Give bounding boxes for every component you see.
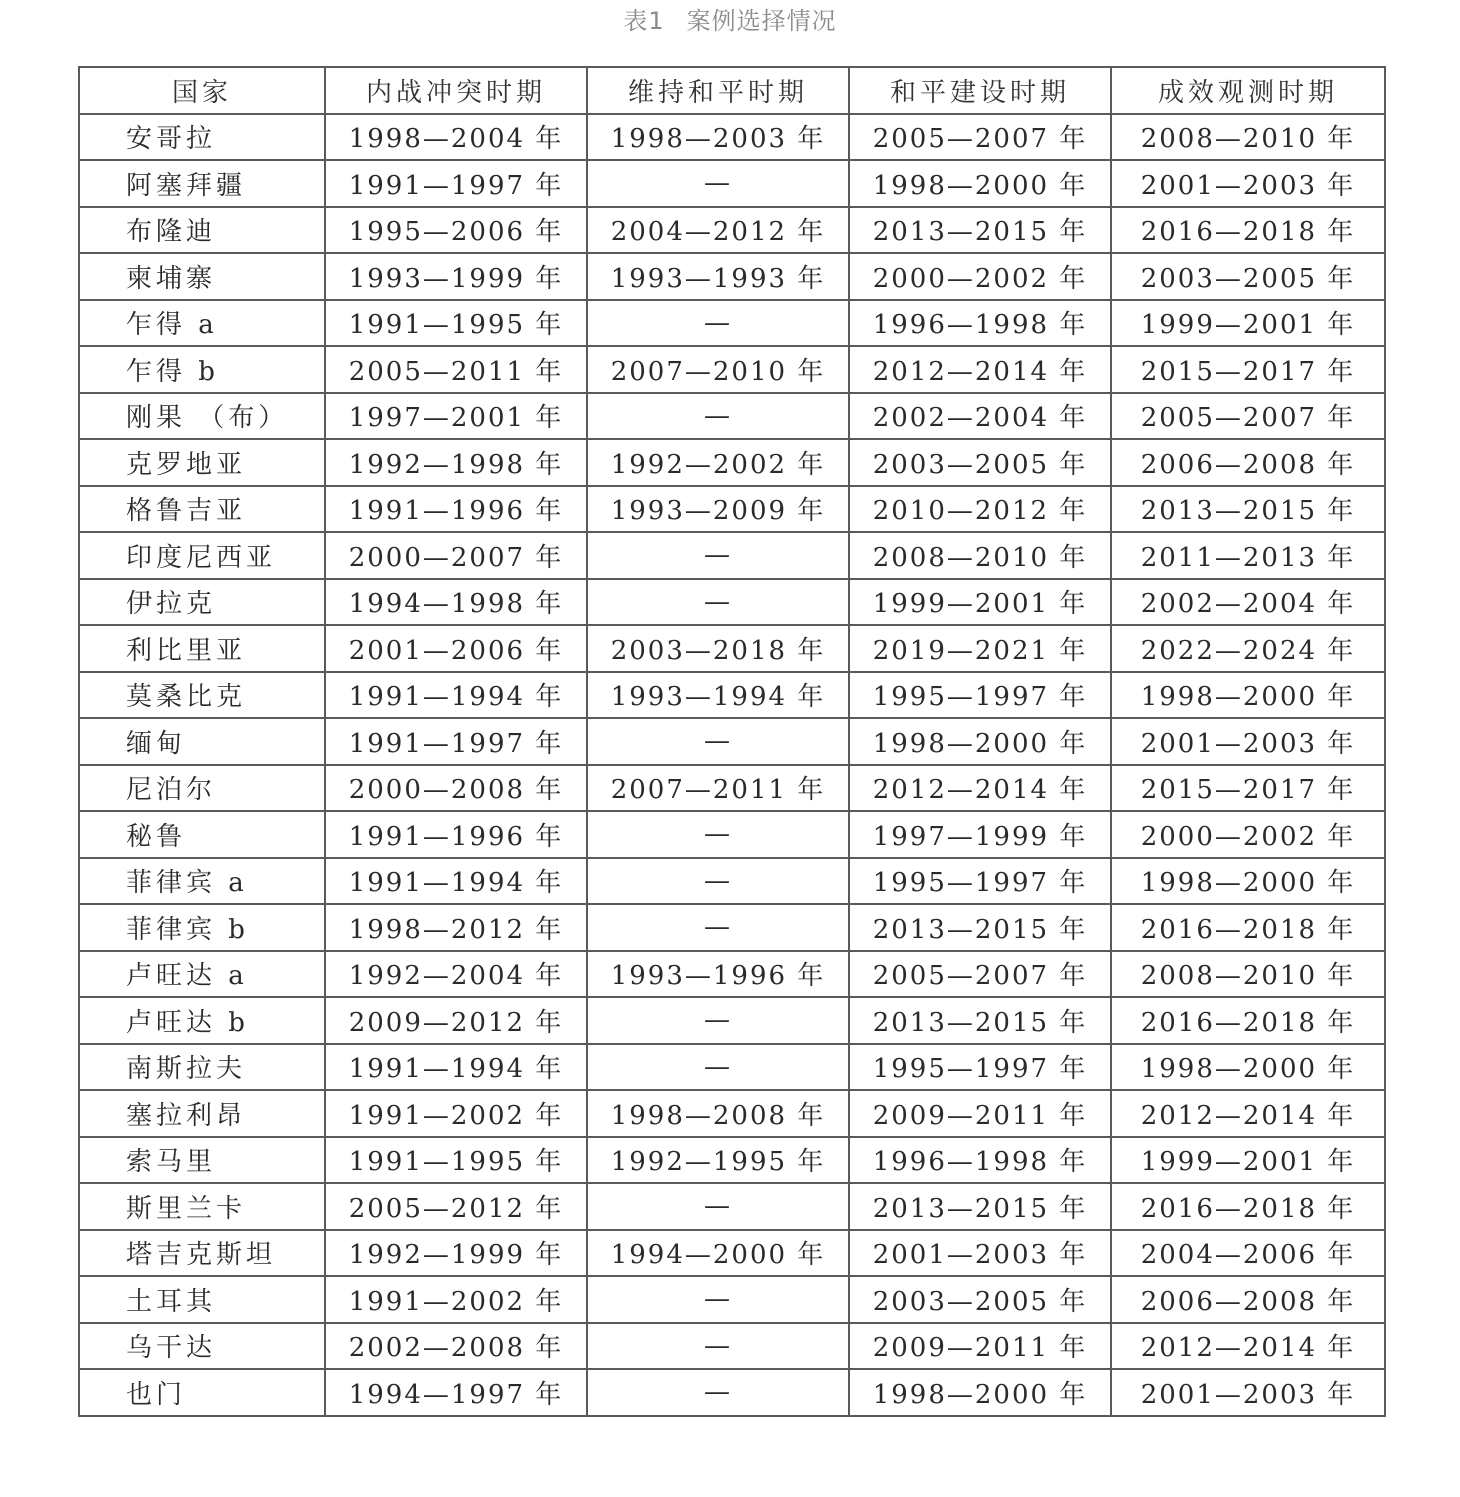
peacekeeping-period-cell: 1993—1994 年 (587, 672, 849, 719)
table-row (79, 765, 1385, 812)
peacebuilding-period-cell: 2013—2015 年 (849, 1183, 1111, 1230)
peacekeeping-period-cell: — (587, 300, 849, 347)
civil-war-period-cell: 2001—2006 年 (325, 625, 587, 672)
peacebuilding-period-cell: 1998—2000 年 (849, 718, 1111, 765)
peacekeeping-period-cell: 1998—2003 年 (587, 114, 849, 161)
peacebuilding-period-cell: 1996—1998 年 (849, 300, 1111, 347)
peacekeeping-period-cell: 1992—2002 年 (587, 439, 849, 486)
peacekeeping-period-cell: — (587, 811, 849, 858)
observation-period-cell: 1999—2001 年 (1111, 1137, 1385, 1184)
peacebuilding-period-cell: 2001—2003 年 (849, 1230, 1111, 1277)
civil-war-period-cell: 2005—2011 年 (325, 346, 587, 393)
table-row (79, 207, 1385, 254)
observation-period-cell: 2016—2018 年 (1111, 904, 1385, 951)
civil-war-period-cell: 1992—1998 年 (325, 439, 587, 486)
civil-war-period-cell: 1993—1999 年 (325, 253, 587, 300)
table-row (79, 904, 1385, 951)
peacekeeping-period-cell: 2007—2011 年 (587, 765, 849, 812)
header-country: 国家 (79, 67, 325, 114)
country-cell: 柬埔寨 (79, 253, 325, 300)
peacebuilding-period-cell: 2008—2010 年 (849, 532, 1111, 579)
peacebuilding-period-cell: 2003—2005 年 (849, 439, 1111, 486)
country-cell: 菲律宾 a (79, 858, 325, 905)
country-cell: 阿塞拜疆 (79, 160, 325, 207)
country-cell: 安哥拉 (79, 114, 325, 161)
table-row (79, 858, 1385, 905)
table-row (79, 486, 1385, 533)
country-cell: 缅甸 (79, 718, 325, 765)
observation-period-cell: 2016—2018 年 (1111, 207, 1385, 254)
table-row (79, 253, 1385, 300)
peacebuilding-period-cell: 1996—1998 年 (849, 1137, 1111, 1184)
country-cell: 印度尼西亚 (79, 532, 325, 579)
country-cell: 斯里兰卡 (79, 1183, 325, 1230)
observation-period-cell: 2015—2017 年 (1111, 346, 1385, 393)
header-observation-period: 成效观测时期 (1111, 67, 1385, 114)
table-row (79, 997, 1385, 1044)
peacebuilding-period-cell: 1998—2000 年 (849, 160, 1111, 207)
peacekeeping-period-cell: — (587, 1323, 849, 1370)
observation-period-cell: 2006—2008 年 (1111, 439, 1385, 486)
observation-period-cell: 2004—2006 年 (1111, 1230, 1385, 1277)
civil-war-period-cell: 2002—2008 年 (325, 1323, 587, 1370)
peacekeeping-period-cell: — (587, 718, 849, 765)
country-cell: 乍得 a (79, 300, 325, 347)
table-row (79, 625, 1385, 672)
peacebuilding-period-cell: 2012—2014 年 (849, 765, 1111, 812)
civil-war-period-cell: 1991—1996 年 (325, 486, 587, 533)
peacebuilding-period-cell: 2002—2004 年 (849, 393, 1111, 440)
table-row (79, 1044, 1385, 1091)
observation-period-cell: 2003—2005 年 (1111, 253, 1385, 300)
header-row (79, 67, 1385, 114)
country-cell: 塞拉利昂 (79, 1090, 325, 1137)
peacekeeping-period-cell: 1994—2000 年 (587, 1230, 849, 1277)
civil-war-period-cell: 1991—1996 年 (325, 811, 587, 858)
peacekeeping-period-cell: — (587, 997, 849, 1044)
peacebuilding-period-cell: 2009—2011 年 (849, 1090, 1111, 1137)
civil-war-period-cell: 1994—1997 年 (325, 1369, 587, 1416)
peacebuilding-period-cell: 2005—2007 年 (849, 951, 1111, 998)
country-cell: 土耳其 (79, 1276, 325, 1323)
country-cell: 秘鲁 (79, 811, 325, 858)
peacebuilding-period-cell: 1995—1997 年 (849, 672, 1111, 719)
observation-period-cell: 2006—2008 年 (1111, 1276, 1385, 1323)
civil-war-period-cell: 2005—2012 年 (325, 1183, 587, 1230)
peacebuilding-period-cell: 2010—2012 年 (849, 486, 1111, 533)
table-body (79, 114, 1385, 1416)
peacekeeping-period-cell: — (587, 393, 849, 440)
table-row (79, 951, 1385, 998)
peacebuilding-period-cell: 2013—2015 年 (849, 904, 1111, 951)
table-row (79, 1276, 1385, 1323)
peacekeeping-period-cell: 1992—1995 年 (587, 1137, 849, 1184)
country-cell: 菲律宾 b (79, 904, 325, 951)
country-cell: 也门 (79, 1369, 325, 1416)
civil-war-period-cell: 1995—2006 年 (325, 207, 587, 254)
table-row (79, 532, 1385, 579)
observation-period-cell: 2000—2002 年 (1111, 811, 1385, 858)
peacekeeping-period-cell: 1998—2008 年 (587, 1090, 849, 1137)
table-row (79, 811, 1385, 858)
table-caption (0, 4, 1460, 38)
observation-period-cell: 2015—2017 年 (1111, 765, 1385, 812)
country-cell: 克罗地亚 (79, 439, 325, 486)
table-row (79, 579, 1385, 626)
table-row (79, 114, 1385, 161)
observation-period-cell: 2013—2015 年 (1111, 486, 1385, 533)
header-peacebuilding-period: 和平建设时期 (849, 67, 1111, 114)
civil-war-period-cell: 1992—2004 年 (325, 951, 587, 998)
civil-war-period-cell: 1997—2001 年 (325, 393, 587, 440)
table-row (79, 1183, 1385, 1230)
table-row (79, 346, 1385, 393)
peacebuilding-period-cell: 2013—2015 年 (849, 997, 1111, 1044)
civil-war-period-cell: 1991—1994 年 (325, 1044, 587, 1091)
table-row (79, 300, 1385, 347)
observation-period-cell: 2001—2003 年 (1111, 160, 1385, 207)
civil-war-period-cell: 1998—2004 年 (325, 114, 587, 161)
table-row (79, 160, 1385, 207)
peacekeeping-period-cell: — (587, 532, 849, 579)
peacekeeping-period-cell: 1993—2009 年 (587, 486, 849, 533)
peacekeeping-period-cell: — (587, 1369, 849, 1416)
civil-war-period-cell: 1991—1995 年 (325, 300, 587, 347)
country-cell: 伊拉克 (79, 579, 325, 626)
peacebuilding-period-cell: 2000—2002 年 (849, 253, 1111, 300)
peacekeeping-period-cell: 1993—1993 年 (587, 253, 849, 300)
civil-war-period-cell: 2000—2008 年 (325, 765, 587, 812)
peacebuilding-period-cell: 2005—2007 年 (849, 114, 1111, 161)
peacebuilding-period-cell: 1995—1997 年 (849, 858, 1111, 905)
peacekeeping-period-cell: — (587, 1276, 849, 1323)
observation-period-cell: 2016—2018 年 (1111, 1183, 1385, 1230)
peacebuilding-period-cell: 2003—2005 年 (849, 1276, 1111, 1323)
table-row (79, 1137, 1385, 1184)
observation-period-cell: 2008—2010 年 (1111, 114, 1385, 161)
civil-war-period-cell: 2000—2007 年 (325, 532, 587, 579)
observation-period-cell: 2002—2004 年 (1111, 579, 1385, 626)
country-cell: 布隆迪 (79, 207, 325, 254)
peacekeeping-period-cell: 1993—1996 年 (587, 951, 849, 998)
table-row (79, 1323, 1385, 1370)
peacebuilding-period-cell: 1998—2000 年 (849, 1369, 1111, 1416)
peacekeeping-period-cell: — (587, 579, 849, 626)
table-row (79, 1230, 1385, 1277)
observation-period-cell: 1998—2000 年 (1111, 1044, 1385, 1091)
country-cell: 尼泊尔 (79, 765, 325, 812)
table-row (79, 672, 1385, 719)
table-row (79, 393, 1385, 440)
country-cell: 塔吉克斯坦 (79, 1230, 325, 1277)
country-cell: 利比里亚 (79, 625, 325, 672)
country-cell: 莫桑比克 (79, 672, 325, 719)
country-cell: 格鲁吉亚 (79, 486, 325, 533)
country-cell: 卢旺达 a (79, 951, 325, 998)
table-row (79, 718, 1385, 765)
peacekeeping-period-cell: 2007—2010 年 (587, 346, 849, 393)
observation-period-cell: 1998—2000 年 (1111, 858, 1385, 905)
civil-war-period-cell: 1991—1994 年 (325, 672, 587, 719)
country-cell: 乌干达 (79, 1323, 325, 1370)
observation-period-cell: 2011—2013 年 (1111, 532, 1385, 579)
country-cell: 索马里 (79, 1137, 325, 1184)
peacebuilding-period-cell: 1995—1997 年 (849, 1044, 1111, 1091)
civil-war-period-cell: 2009—2012 年 (325, 997, 587, 1044)
peacebuilding-period-cell: 2019—2021 年 (849, 625, 1111, 672)
observation-period-cell: 2012—2014 年 (1111, 1090, 1385, 1137)
civil-war-period-cell: 1991—1997 年 (325, 160, 587, 207)
civil-war-period-cell: 1991—1994 年 (325, 858, 587, 905)
observation-period-cell: 2012—2014 年 (1111, 1323, 1385, 1370)
peacekeeping-period-cell: — (587, 858, 849, 905)
observation-period-cell: 2001—2003 年 (1111, 718, 1385, 765)
observation-period-cell: 2016—2018 年 (1111, 997, 1385, 1044)
civil-war-period-cell: 1991—1997 年 (325, 718, 587, 765)
table-row (79, 439, 1385, 486)
country-cell: 卢旺达 b (79, 997, 325, 1044)
table-title: 案例选择情况 (686, 7, 837, 35)
table-row (79, 1369, 1385, 1416)
country-cell: 刚果 （布） (79, 393, 325, 440)
peacebuilding-period-cell: 2009—2011 年 (849, 1323, 1111, 1370)
observation-period-cell: 2008—2010 年 (1111, 951, 1385, 998)
peacekeeping-period-cell: — (587, 160, 849, 207)
case-selection-table (78, 66, 1386, 1417)
civil-war-period-cell: 1994—1998 年 (325, 579, 587, 626)
peacekeeping-period-cell: 2004—2012 年 (587, 207, 849, 254)
header-civil-war-period: 内战冲突时期 (325, 67, 587, 114)
civil-war-period-cell: 1992—1999 年 (325, 1230, 587, 1277)
observation-period-cell: 2022—2024 年 (1111, 625, 1385, 672)
table-number: 表1 (623, 7, 665, 35)
civil-war-period-cell: 1991—2002 年 (325, 1090, 587, 1137)
peacebuilding-period-cell: 1997—1999 年 (849, 811, 1111, 858)
peacebuilding-period-cell: 2012—2014 年 (849, 346, 1111, 393)
peacekeeping-period-cell: — (587, 1044, 849, 1091)
country-cell: 南斯拉夫 (79, 1044, 325, 1091)
peacekeeping-period-cell: 2003—2018 年 (587, 625, 849, 672)
observation-period-cell: 1999—2001 年 (1111, 300, 1385, 347)
header-peacekeeping-period: 维持和平时期 (587, 67, 849, 114)
peacekeeping-period-cell: — (587, 1183, 849, 1230)
observation-period-cell: 2001—2003 年 (1111, 1369, 1385, 1416)
observation-period-cell: 2005—2007 年 (1111, 393, 1385, 440)
peacebuilding-period-cell: 1999—2001 年 (849, 579, 1111, 626)
country-cell: 乍得 b (79, 346, 325, 393)
table-row (79, 1090, 1385, 1137)
observation-period-cell: 1998—2000 年 (1111, 672, 1385, 719)
peacebuilding-period-cell: 2013—2015 年 (849, 207, 1111, 254)
civil-war-period-cell: 1991—2002 年 (325, 1276, 587, 1323)
civil-war-period-cell: 1998—2012 年 (325, 904, 587, 951)
civil-war-period-cell: 1991—1995 年 (325, 1137, 587, 1184)
peacekeeping-period-cell: — (587, 904, 849, 951)
